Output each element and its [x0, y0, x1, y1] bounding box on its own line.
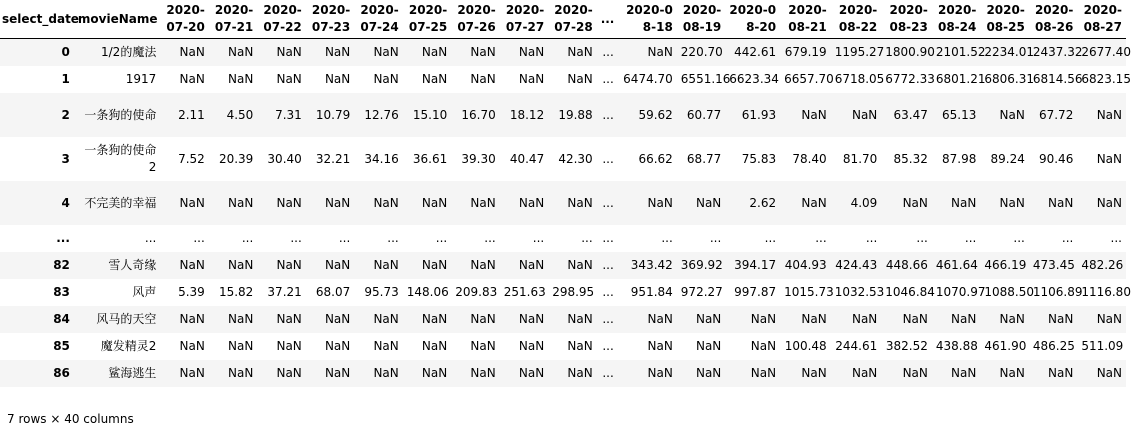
value-cell: NaN	[647, 312, 673, 326]
value-cell: 438.88	[935, 339, 978, 353]
value-cell: NaN	[227, 312, 254, 326]
value-cell: 67.72	[1038, 107, 1074, 122]
value-cell: 95.73	[364, 285, 399, 299]
value-cell: NaN	[470, 366, 496, 380]
value-cell: ...	[964, 231, 977, 245]
value-cell: NaN	[179, 45, 205, 59]
table-header	[0, 0, 1126, 39]
value-cell: 404.93	[784, 258, 827, 272]
table-row	[0, 93, 1126, 137]
value-cell: NaN	[470, 72, 496, 86]
value-cell: NaN	[470, 258, 496, 272]
value-cell: ...	[602, 258, 614, 272]
table-body	[0, 39, 1131, 388]
value-cell: 15.10	[412, 107, 448, 122]
value-cell: 951.84	[630, 285, 673, 299]
value-cell: 68.77	[686, 151, 722, 166]
value-cell: NaN	[421, 72, 448, 86]
value-cell: NaN	[695, 366, 722, 380]
value-cell: NaN	[179, 366, 205, 380]
column-header: 2020-08-26	[1029, 0, 1077, 39]
value-cell: NaN	[902, 312, 928, 326]
value-cell: ...	[709, 231, 722, 245]
value-cell: ...	[602, 195, 614, 210]
table-row	[0, 66, 1126, 93]
value-cell: ...	[602, 366, 614, 380]
value-cell: ...	[338, 231, 351, 245]
value-cell: 61.93	[741, 107, 777, 122]
value-cell: ...	[602, 151, 614, 166]
value-cell: NaN	[179, 339, 205, 353]
value-cell: 6814.56	[1032, 72, 1083, 86]
value-cell: NaN	[567, 339, 593, 353]
value-cell: 4.50	[226, 107, 254, 122]
value-cell: 461.90	[984, 339, 1027, 353]
column-header: 2020-08-18	[618, 0, 677, 39]
value-cell: ...	[532, 231, 545, 245]
value-cell: NaN	[567, 45, 593, 59]
value-cell: NaN	[421, 312, 448, 326]
value-cell: ...	[865, 231, 878, 245]
value-cell: 209.83	[455, 285, 498, 299]
value-cell: 12.76	[364, 107, 399, 122]
value-cell: NaN	[227, 45, 254, 59]
movie-name-cell: 一条狗的使命2	[84, 143, 157, 174]
value-cell: 1046.84	[885, 285, 935, 299]
value-cell: 2101.52	[935, 45, 986, 59]
table-row	[0, 181, 1126, 225]
value-cell: 679.19	[784, 45, 827, 59]
column-header: 2020-08-21	[780, 0, 831, 39]
value-cell: 394.17	[734, 258, 777, 272]
table-row	[0, 39, 1126, 67]
value-cell: 30.40	[267, 151, 302, 166]
table-row	[0, 252, 1126, 279]
table-row	[0, 137, 1126, 181]
column-header: ...	[597, 0, 618, 39]
value-cell: 6551.16	[680, 72, 731, 86]
value-cell: NaN	[1096, 151, 1122, 166]
value-cell: NaN	[951, 312, 977, 326]
value-cell: 511.09	[1081, 339, 1124, 353]
value-cell: 32.21	[315, 151, 351, 166]
value-cell: NaN	[647, 339, 673, 353]
value-cell: 6801.21	[935, 72, 986, 86]
value-cell: NaN	[324, 366, 351, 380]
value-cell: NaN	[421, 45, 448, 59]
movie-name-cell: ...	[144, 231, 157, 245]
value-cell: ...	[602, 45, 614, 59]
value-cell: 66.62	[638, 151, 673, 166]
movie-name-cell: 鲨海逃生	[108, 366, 157, 380]
value-cell: ...	[602, 285, 614, 299]
value-cell: NaN	[227, 72, 254, 86]
row-index: 84	[53, 312, 70, 326]
value-cell: ...	[290, 231, 302, 245]
value-cell: ...	[193, 231, 205, 245]
column-header: 2020-07-23	[306, 0, 354, 39]
value-cell: ...	[581, 231, 593, 245]
value-cell: NaN	[324, 45, 351, 59]
value-cell: 63.47	[893, 107, 928, 122]
value-cell: NaN	[750, 339, 777, 353]
value-cell: 34.16	[364, 151, 399, 166]
value-cell: ...	[435, 231, 448, 245]
value-cell: 6623.34	[729, 72, 779, 86]
value-cell: NaN	[851, 312, 878, 326]
value-cell: 6823.15	[1081, 72, 1131, 86]
value-cell: NaN	[179, 258, 205, 272]
value-cell: NaN	[999, 107, 1025, 122]
value-cell: 85.32	[893, 151, 928, 166]
value-cell: NaN	[801, 366, 827, 380]
value-cell: 20.39	[218, 151, 254, 166]
value-cell: NaN	[518, 72, 545, 86]
value-cell: NaN	[324, 312, 351, 326]
value-cell: ...	[1061, 231, 1074, 245]
value-cell: 87.98	[942, 151, 977, 166]
value-cell: NaN	[179, 72, 205, 86]
value-cell: 997.87	[734, 285, 777, 299]
value-cell: NaN	[276, 312, 302, 326]
value-cell: 37.21	[267, 285, 302, 299]
column-header: 2020-07-20	[160, 0, 208, 39]
value-cell: ...	[387, 231, 399, 245]
value-cell: 15.82	[218, 285, 254, 299]
column-header: 2020-08-25	[980, 0, 1028, 39]
value-cell: NaN	[227, 366, 254, 380]
value-cell: NaN	[276, 339, 302, 353]
value-cell: 40.47	[509, 151, 545, 166]
value-cell: NaN	[750, 366, 777, 380]
value-cell: ...	[241, 231, 254, 245]
value-cell: 5.39	[178, 285, 205, 299]
value-cell: NaN	[470, 312, 496, 326]
value-cell: 78.40	[792, 151, 827, 166]
value-cell: NaN	[801, 195, 827, 210]
value-cell: 298.95	[552, 285, 595, 299]
movie-name-cell: 风声	[132, 285, 157, 299]
value-cell: 39.30	[461, 151, 496, 166]
value-cell: 100.48	[784, 339, 827, 353]
value-cell: 369.92	[680, 258, 723, 272]
value-cell: 486.25	[1032, 339, 1075, 353]
value-cell: 461.64	[935, 258, 978, 272]
value-cell: NaN	[951, 195, 977, 210]
value-cell: 343.42	[630, 258, 673, 272]
column-header: 2020-08-19	[677, 0, 725, 39]
value-cell: NaN	[1048, 195, 1074, 210]
row-index: 82	[53, 258, 70, 272]
value-cell: 65.13	[942, 107, 977, 122]
value-cell: NaN	[470, 195, 496, 210]
value-cell: 75.83	[741, 151, 777, 166]
value-cell: 1088.50	[984, 285, 1034, 299]
value-cell: ...	[602, 107, 614, 122]
value-cell: 89.24	[990, 151, 1025, 166]
value-cell: 251.63	[503, 285, 546, 299]
value-cell: NaN	[373, 339, 399, 353]
value-cell: NaN	[324, 195, 351, 210]
movie-name-cell: 1/2的魔法	[101, 45, 157, 59]
value-cell: NaN	[750, 312, 777, 326]
value-cell: NaN	[373, 45, 399, 59]
row-index: 3	[61, 151, 70, 166]
value-cell: ...	[1110, 231, 1122, 245]
value-cell: 18.12	[509, 107, 545, 122]
value-cell: NaN	[276, 45, 302, 59]
value-cell: NaN	[518, 258, 545, 272]
value-cell: NaN	[373, 195, 399, 210]
movie-name-cell: 1917	[125, 72, 157, 86]
value-cell: 148.06	[406, 285, 449, 299]
value-cell: 1195.27	[834, 45, 885, 59]
value-cell: NaN	[324, 72, 351, 86]
value-cell: NaN	[567, 366, 593, 380]
value-cell: 42.30	[558, 151, 593, 166]
value-cell: 424.43	[835, 258, 878, 272]
value-cell: 244.61	[835, 339, 878, 353]
value-cell: NaN	[1048, 366, 1074, 380]
value-cell: 10.79	[315, 107, 351, 122]
value-cell: 90.46	[1038, 151, 1074, 166]
value-cell: NaN	[1096, 312, 1122, 326]
value-cell: NaN	[518, 312, 545, 326]
value-cell: NaN	[227, 339, 254, 353]
value-cell: 81.70	[842, 151, 878, 166]
column-header: 2020-07-24	[354, 0, 402, 39]
value-cell: NaN	[801, 312, 827, 326]
value-cell: NaN	[999, 195, 1025, 210]
value-cell: NaN	[276, 366, 302, 380]
dataframe-shape-label: 7 rows × 40 columns	[7, 412, 134, 426]
column-header: 2020-08-20	[725, 0, 780, 39]
value-cell: 972.27	[680, 285, 723, 299]
value-cell: 1015.73	[784, 285, 834, 299]
value-cell: 6474.70	[623, 72, 673, 86]
row-index: 2	[61, 107, 70, 122]
value-cell: NaN	[179, 195, 205, 210]
row-index: 0	[61, 45, 70, 59]
movie-name-cell: 雪人奇缘	[108, 258, 157, 272]
value-cell: NaN	[227, 195, 254, 210]
value-cell: 482.26	[1081, 258, 1124, 272]
value-cell: NaN	[567, 258, 593, 272]
value-cell: NaN	[567, 195, 593, 210]
value-cell: 466.19	[984, 258, 1027, 272]
value-cell: ...	[484, 231, 496, 245]
value-cell: 6806.31	[984, 72, 1034, 86]
value-cell: ...	[602, 339, 614, 353]
value-cell: NaN	[567, 72, 593, 86]
value-cell: 1116.80	[1081, 285, 1131, 299]
column-header: 2020-08-23	[881, 0, 932, 39]
value-cell: NaN	[421, 339, 448, 353]
column-header: 2020-08-24	[932, 0, 980, 39]
value-cell: NaN	[851, 366, 878, 380]
value-cell: NaN	[647, 195, 673, 210]
value-cell: NaN	[647, 45, 673, 59]
table-row	[0, 360, 1126, 387]
movie-name-cell: 一条狗的使命	[84, 107, 157, 122]
value-cell: NaN	[276, 195, 302, 210]
value-cell: NaN	[421, 258, 448, 272]
value-cell: 448.66	[885, 258, 928, 272]
movie-name-cell: 风马的天空	[96, 312, 157, 326]
value-cell: NaN	[373, 366, 399, 380]
value-cell: ...	[764, 231, 777, 245]
value-cell: NaN	[373, 312, 399, 326]
value-cell: NaN	[1096, 107, 1122, 122]
value-cell: NaN	[951, 366, 977, 380]
table-row	[0, 333, 1126, 360]
value-cell: 442.61	[734, 45, 777, 59]
table-row	[0, 225, 1126, 252]
header-row	[0, 0, 1126, 39]
value-cell: ...	[602, 231, 614, 245]
value-cell: 2.62	[749, 195, 777, 210]
value-cell: NaN	[851, 107, 878, 122]
value-cell: NaN	[373, 72, 399, 86]
value-cell: NaN	[999, 312, 1025, 326]
movie-name-cell: 不完美的幸福	[84, 195, 157, 210]
value-cell: NaN	[518, 339, 545, 353]
row-index: 4	[61, 195, 70, 210]
value-cell: NaN	[647, 366, 673, 380]
value-cell: 19.88	[558, 107, 593, 122]
value-cell: NaN	[470, 339, 496, 353]
column-header: movieName	[74, 0, 160, 39]
value-cell: ...	[661, 231, 673, 245]
value-cell: 6772.33	[885, 72, 935, 86]
row-index: 83	[53, 285, 70, 299]
value-cell: 1800.90	[885, 45, 935, 59]
value-cell: NaN	[567, 312, 593, 326]
column-header: 2020-08-27	[1077, 0, 1126, 39]
column-header: 2020-07-22	[257, 0, 305, 39]
value-cell: 7.52	[178, 151, 205, 166]
row-index: 86	[53, 366, 70, 380]
value-cell: 6718.05	[834, 72, 885, 86]
column-header: 2020-08-22	[831, 0, 882, 39]
row-index: ...	[56, 231, 70, 245]
value-cell: 4.09	[850, 195, 878, 210]
value-cell: NaN	[373, 258, 399, 272]
value-cell: 2.11	[178, 107, 205, 122]
value-cell: NaN	[518, 366, 545, 380]
column-header: 2020-07-21	[209, 0, 257, 39]
value-cell: NaN	[227, 258, 254, 272]
value-cell: NaN	[518, 195, 545, 210]
value-cell: NaN	[695, 339, 722, 353]
value-cell: 2677.40	[1081, 45, 1131, 59]
value-cell: NaN	[518, 45, 545, 59]
value-cell: NaN	[470, 45, 496, 59]
value-cell: 1106.89	[1032, 285, 1083, 299]
value-cell: NaN	[421, 195, 448, 210]
value-cell: NaN	[1096, 366, 1122, 380]
table-row	[0, 279, 1126, 306]
value-cell: ...	[1013, 231, 1025, 245]
value-cell: 382.52	[885, 339, 928, 353]
value-cell: NaN	[695, 195, 722, 210]
value-cell: NaN	[902, 195, 928, 210]
value-cell: NaN	[695, 312, 722, 326]
value-cell: NaN	[1048, 312, 1074, 326]
value-cell: NaN	[902, 366, 928, 380]
value-cell: NaN	[421, 366, 448, 380]
value-cell: ...	[815, 231, 827, 245]
value-cell: NaN	[999, 366, 1025, 380]
value-cell: NaN	[1096, 195, 1122, 210]
value-cell: 2437.32	[1032, 45, 1083, 59]
value-cell: 59.62	[638, 107, 673, 122]
value-cell: NaN	[179, 312, 205, 326]
value-cell: ...	[602, 72, 614, 86]
value-cell: NaN	[801, 107, 827, 122]
value-cell: ...	[916, 231, 928, 245]
value-cell: 16.70	[461, 107, 496, 122]
value-cell: 1032.53	[834, 285, 885, 299]
value-cell: 7.31	[275, 107, 302, 122]
value-cell: NaN	[276, 72, 302, 86]
value-cell: 36.61	[412, 151, 448, 166]
value-cell: NaN	[324, 258, 351, 272]
value-cell: 6657.70	[784, 72, 834, 86]
value-cell: ...	[602, 312, 614, 326]
row-index: 1	[61, 72, 70, 86]
column-header: 2020-07-25	[403, 0, 451, 39]
row-index: 85	[53, 339, 70, 353]
value-cell: NaN	[324, 339, 351, 353]
column-header: 2020-07-28	[548, 0, 596, 39]
table-row	[0, 306, 1126, 333]
movie-name-cell: 魔发精灵2	[100, 339, 157, 353]
value-cell: 68.07	[315, 285, 351, 299]
value-cell: 473.45	[1032, 258, 1075, 272]
column-header: select_date	[0, 0, 74, 39]
value-cell: 1070.97	[935, 285, 986, 299]
value-cell: 220.70	[680, 45, 723, 59]
column-header: 2020-07-26	[451, 0, 499, 39]
column-header: 2020-07-27	[500, 0, 548, 39]
value-cell: 60.77	[686, 107, 722, 122]
value-cell: NaN	[276, 258, 302, 272]
value-cell: 2234.01	[984, 45, 1034, 59]
